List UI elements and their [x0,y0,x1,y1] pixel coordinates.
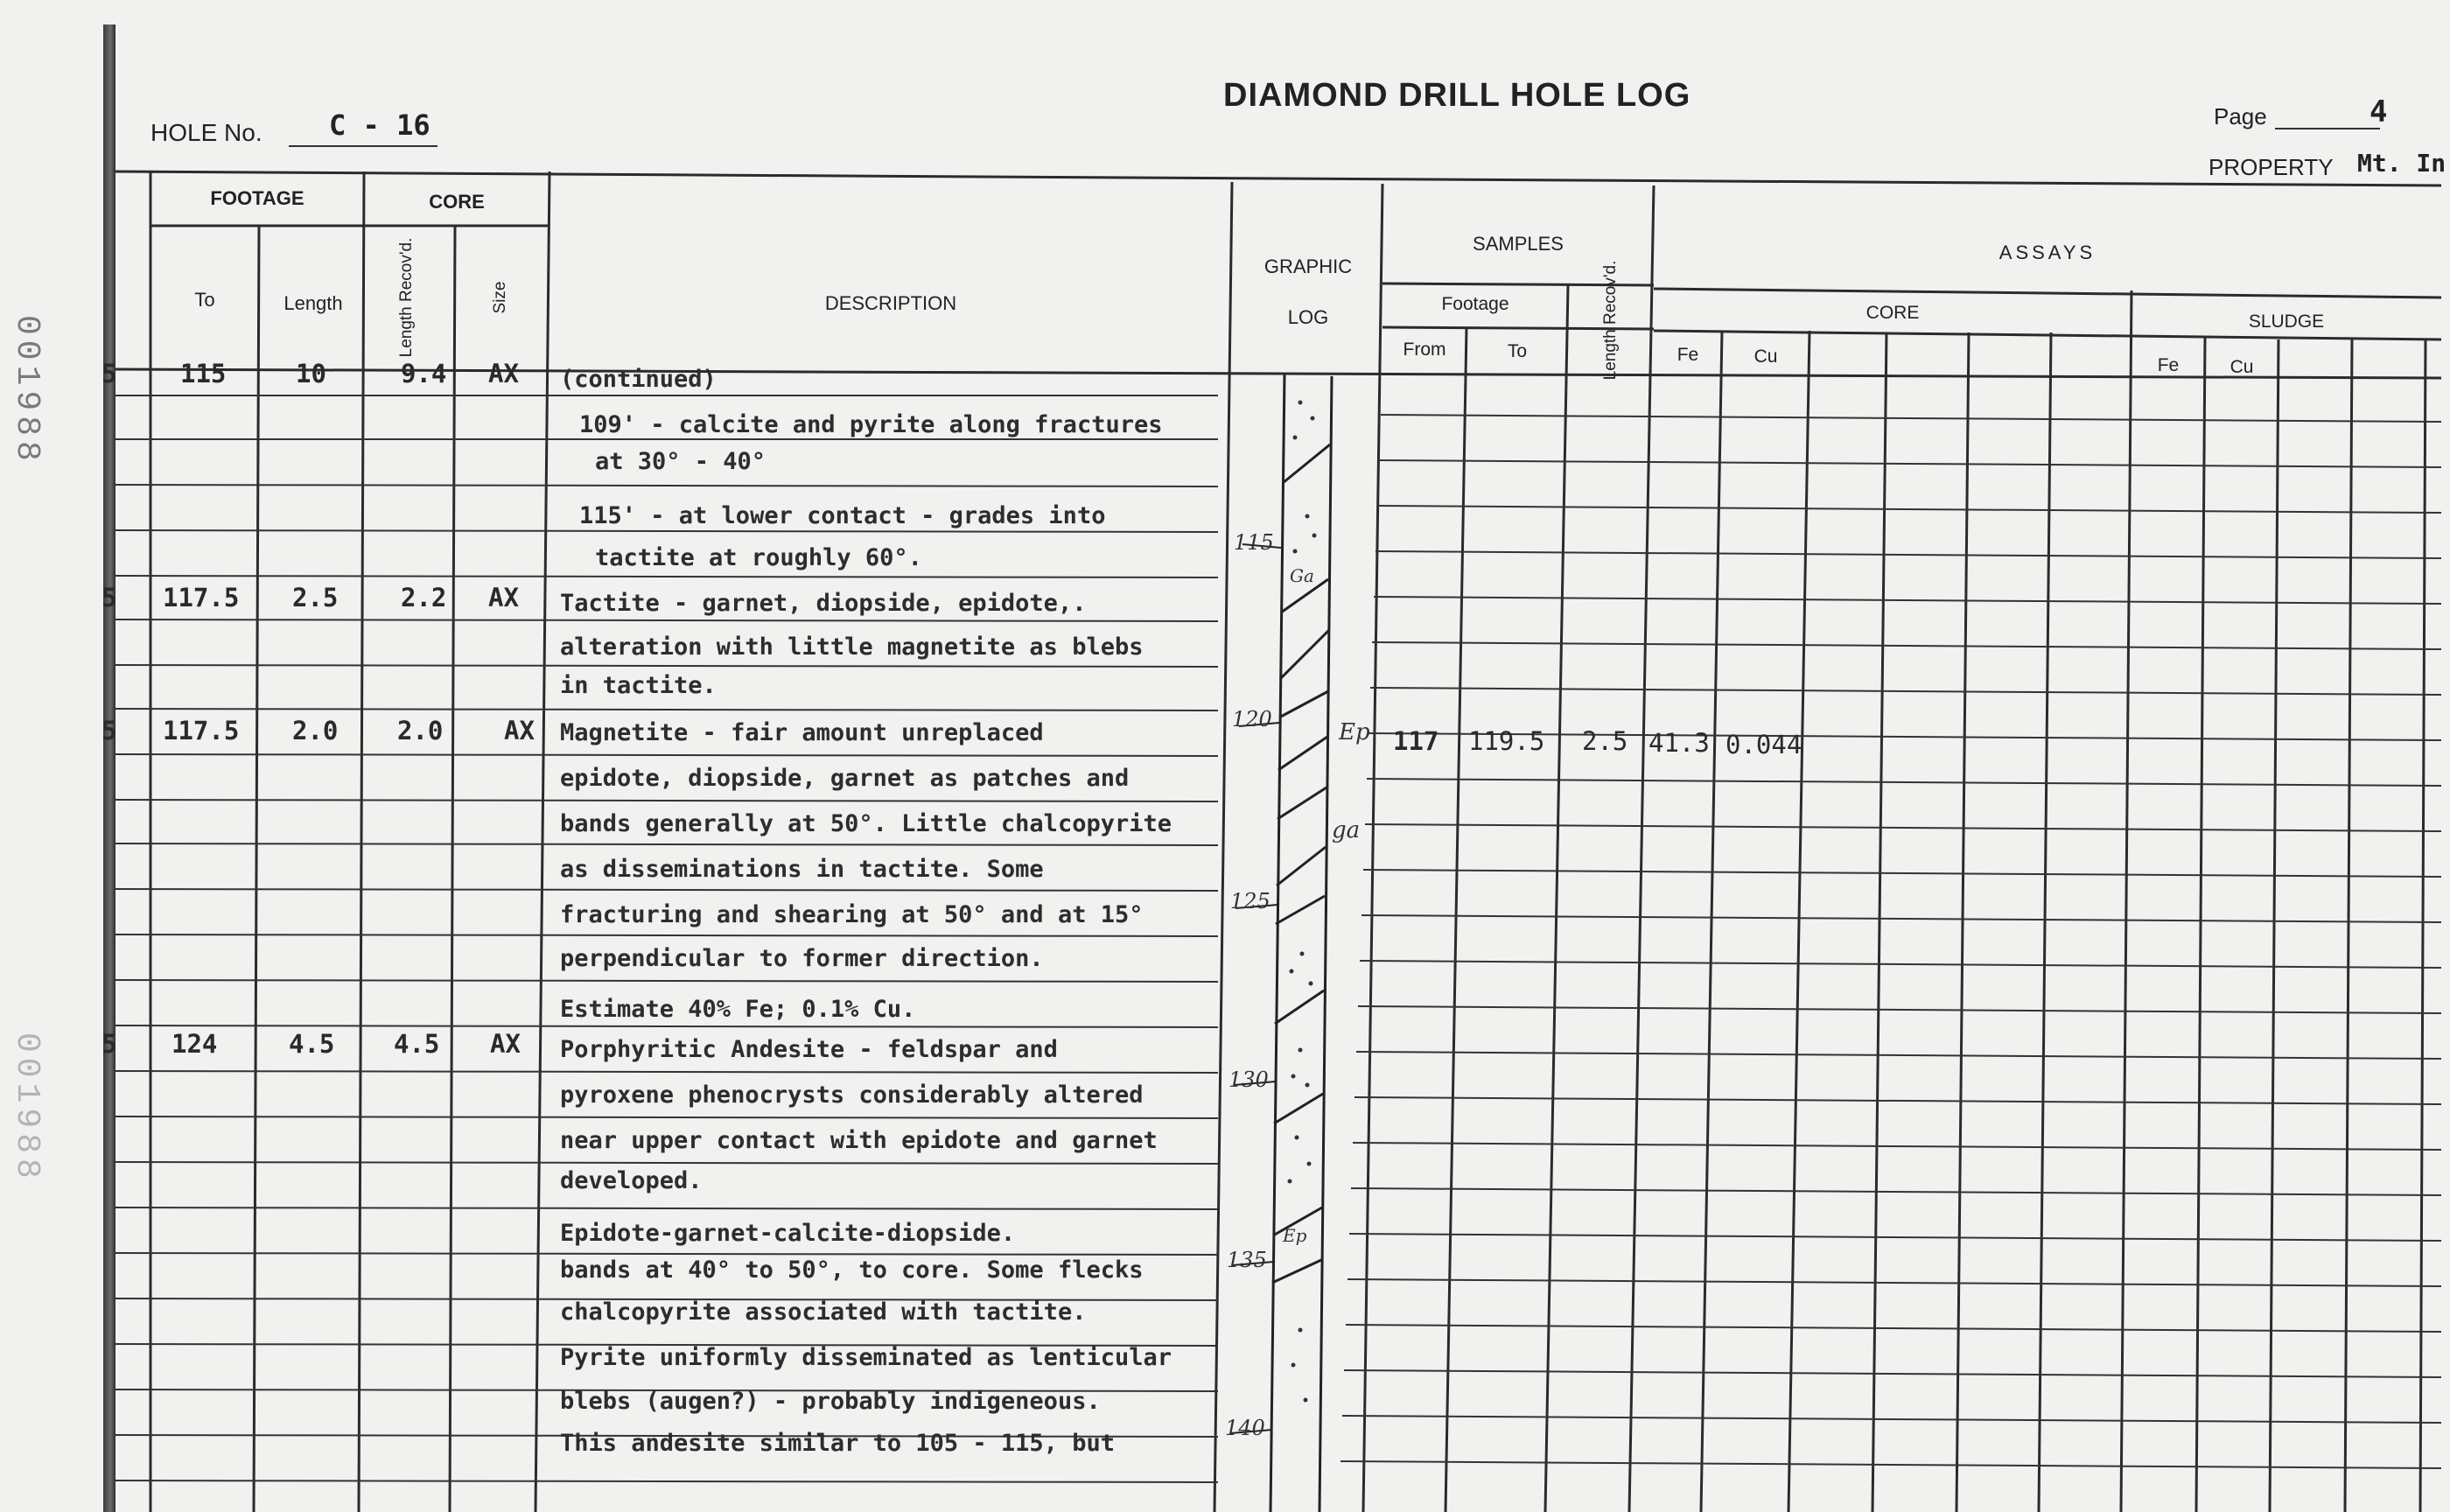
depth-mark: 130 [1228,1068,1269,1092]
sample-cu: 0.044 [1726,730,1802,760]
graphic-log-header-2: LOG [1287,306,1329,328]
interval-4-size: AX [490,1029,521,1059]
description-line: Epidote-garnet-calcite-diopside. [560,1220,1016,1247]
description-line: (continued) [560,366,717,393]
description-line: pyroxene phenocrysts considerably altered [560,1082,1144,1109]
description-line: Magnetite - fair amount unreplaced [560,719,1044,746]
page-label: Page [2214,103,2267,130]
description-line: as disseminations in tactite. Some [560,856,1044,883]
core-header: CORE [429,191,485,213]
sample-from: 117 [1393,726,1439,756]
hole-number-label: HOLE No. [150,119,262,146]
interval-3-size: AX [504,716,535,746]
description-line: tactite at roughly 60°. [595,544,922,571]
description-line: 115' - at lower contact - grades into [579,502,1106,529]
description-line: fracturing and shearing at 50° and at 15° [560,901,1144,928]
interval-2-to: 117.5 [163,583,240,612]
side-stamp-number-faint: 001988 [8,1032,46,1184]
interval-4-to: 124 [172,1029,218,1059]
description-line: This andesite similar to 105 - 115, but [560,1430,1115,1457]
page-value: 4 [2370,94,2388,130]
core-cu-header: Cu [1754,346,1778,367]
footage-header: FOOTAGE [210,187,304,209]
graphic-log-header-1: GRAPHIC [1264,256,1353,277]
description-line: at 30° - 40° [595,448,766,475]
description-line: Estimate 40% Fe; 0.1% Cu. [560,996,916,1023]
description-line: Porphyritic Andesite - feldspar and [560,1036,1058,1063]
description-line: near upper contact with epidote and garnet [560,1127,1158,1154]
description-line: bands generally at 50°. Little chalcopyrite [560,810,1172,837]
interval-3-recovd: 2.0 [397,716,444,746]
sample-fe: 41.3 [1648,728,1710,758]
hole-number-value: C - 16 [329,108,430,142]
interval-3-length: 2.0 [292,716,339,746]
description-line: in tactite. [560,672,717,699]
assays-core-header: CORE [1866,303,1920,323]
description-line: epidote, diopside, garnet as patches and [560,765,1130,792]
description-line: Pyrite uniformly disseminated as lenticular [560,1344,1172,1371]
description-line: Tactite - garnet, diopside, epidote,. [560,590,1087,617]
interval-3-from-cut: 5 [102,716,117,746]
interval-2-size: AX [488,583,519,612]
sample-recovd: 2.5 [1582,726,1628,756]
interval-1-to: 115 [180,359,227,388]
interval-2-from-cut: 5 [102,583,117,612]
interval-2-length: 2.5 [292,583,339,612]
core-fe-header: Fe [1676,345,1699,365]
description-line: bands at 40° to 50°, to core. Some flecks [560,1256,1144,1284]
mineral-annotation: Ga [1290,565,1314,586]
description-line: chalcopyrite associated with tactite. [560,1298,1087,1326]
description-header: DESCRIPTION [824,292,957,314]
depth-mark: 125 [1230,889,1270,914]
mineral-annotation: Ep [1283,1225,1307,1246]
samples-length-recovd-header: Length Recov'd. [1601,260,1620,381]
interval-4-recovd: 4.5 [394,1029,440,1059]
side-stamp-number: 001988 [8,315,46,466]
interval-1-from-cut: 5 [102,359,117,388]
interval-1-recovd: 9.4 [401,359,447,388]
description-line: 109' - calcite and pyrite along fractures [579,411,1163,438]
depth-mark: 120 [1232,707,1272,732]
description-line: developed. [560,1167,703,1194]
description-line: alteration with little magnetite as blebs [560,634,1144,661]
samples-header: SAMPLES [1473,233,1564,255]
samples-to-header: To [1507,341,1528,361]
size-header: Size [491,281,509,314]
depth-mark: 140 [1225,1416,1265,1440]
property-value: Mt. In [2357,149,2446,178]
to-header: To [194,289,215,311]
sample-to: 119.5 [1468,726,1545,756]
interval-1-size: AX [488,359,519,388]
samples-footage-header: Footage [1441,294,1509,314]
interval-4-length: 4.5 [289,1029,335,1059]
sludge-cu-header: Cu [2230,357,2254,377]
mineral-annotation: ga [1332,817,1361,844]
interval-1-length: 10 [296,359,326,388]
assays-header: ASSAYS [1998,242,2096,263]
assays-sludge-header: SLUDGE [2248,312,2325,332]
form-title: DIAMOND DRILL HOLE LOG [1223,77,1691,114]
sludge-fe-header: Fe [2157,355,2180,375]
length-recovd-header: Length Recov'd. [397,237,416,358]
depth-mark: 135 [1227,1248,1267,1272]
description-line: perpendicular to former direction. [560,945,1044,972]
mineral-annotation: Ep [1339,719,1370,746]
interval-2-recovd: 2.2 [401,583,447,612]
property-label: PROPERTY [2208,154,2334,180]
depth-mark: 115 [1234,530,1274,555]
interval-4-from-cut: 5 [102,1029,117,1059]
samples-from-header: From [1403,340,1446,360]
length-header: Length [284,292,343,314]
description-line: blebs (augen?) - probably indigeneous. [560,1388,1101,1415]
interval-3-to: 117.5 [163,716,240,746]
